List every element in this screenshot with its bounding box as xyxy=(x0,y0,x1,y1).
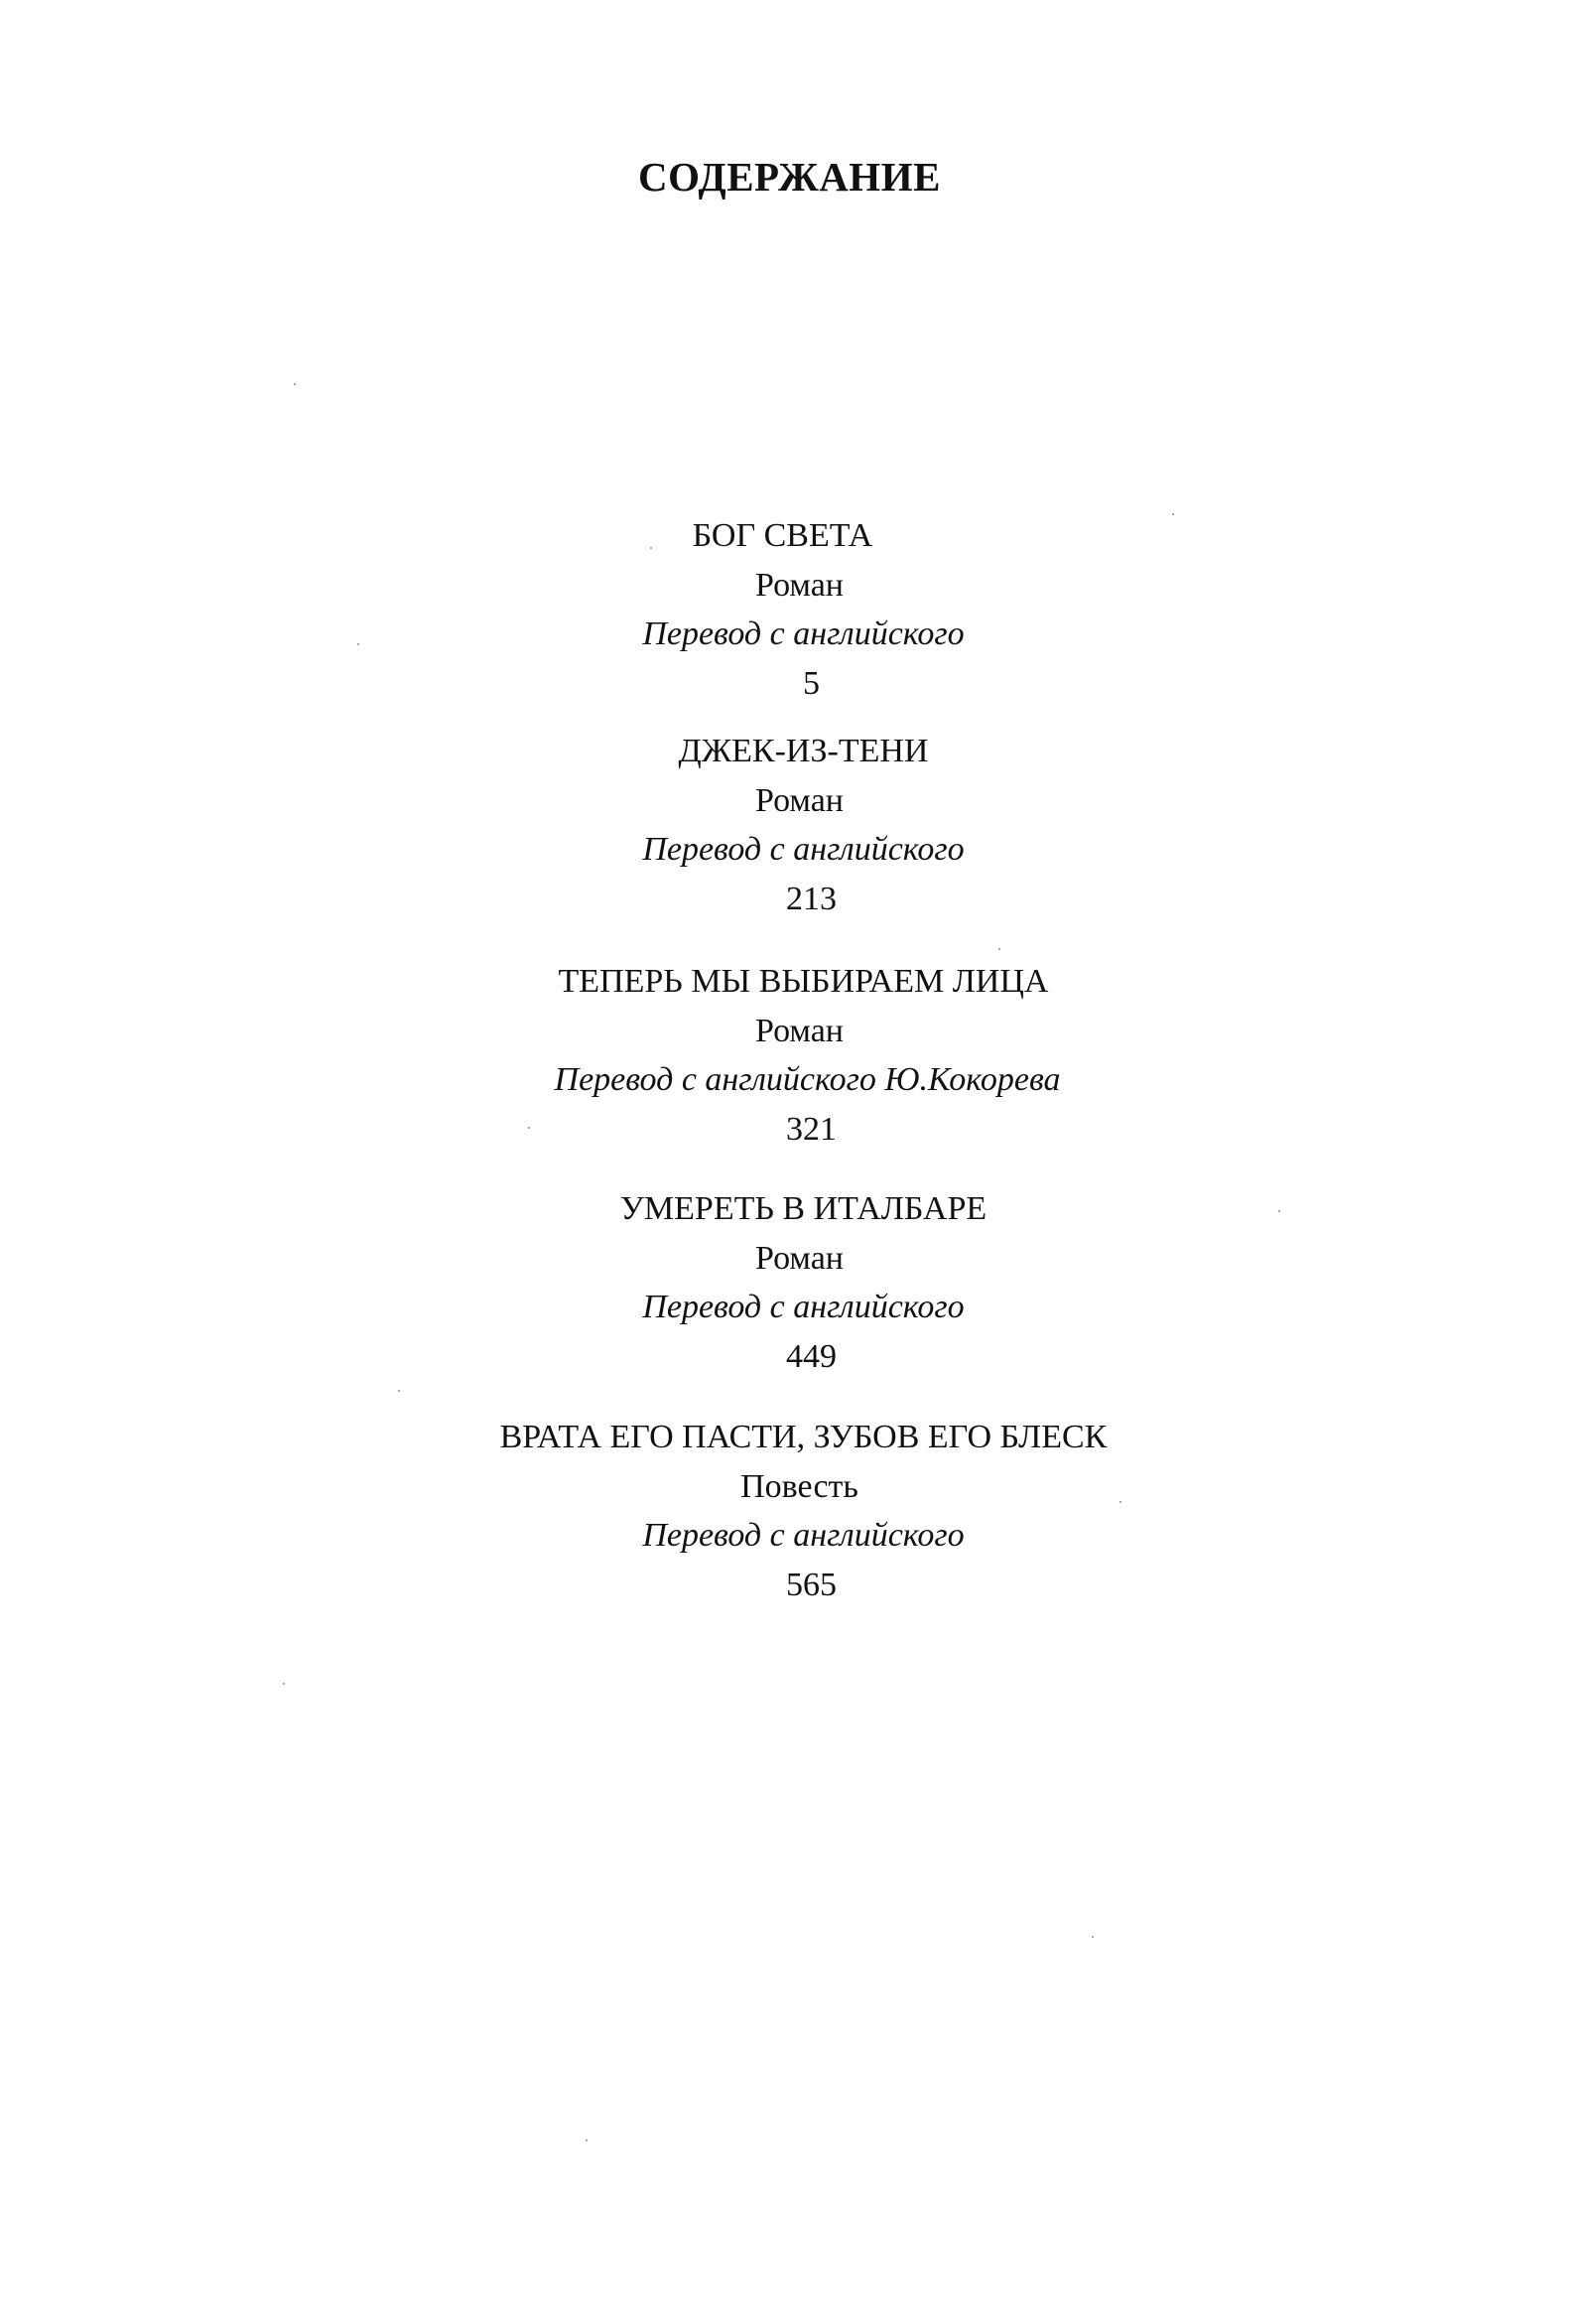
toc-entry-genre: Роман xyxy=(755,782,844,819)
scan-speck xyxy=(586,2139,588,2141)
toc-entry-page-number: 5 xyxy=(803,665,820,702)
scan-speck xyxy=(294,383,296,385)
scan-speck xyxy=(357,643,359,645)
scan-speck xyxy=(998,948,1000,950)
scan-speck xyxy=(528,1127,530,1129)
scan-speck xyxy=(398,1390,400,1392)
toc-entry-translation: Перевод с английского xyxy=(642,831,965,868)
scan-speck xyxy=(1119,1501,1121,1503)
toc-entry-title: ДЖЕК-ИЗ-ТЕНИ xyxy=(678,733,929,769)
toc-entry-title: ТЕПЕРЬ МЫ ВЫБИРАЕМ ЛИЦА xyxy=(558,963,1049,1000)
toc-entry-title: УМЕРЕТЬ В ИТАЛБАРЕ xyxy=(619,1190,987,1227)
toc-entry-translation: Перевод с английского xyxy=(642,1289,965,1325)
toc-entry-page-number: 321 xyxy=(786,1111,837,1148)
scan-speck xyxy=(1172,513,1174,515)
toc-entry-page-number: 213 xyxy=(786,881,837,917)
toc-entry-genre: Роман xyxy=(755,1240,844,1277)
page-title: СОДЕРЖАНИЕ xyxy=(638,154,941,200)
scan-speck xyxy=(650,547,652,549)
toc-entry-translation: Перевод с английского xyxy=(642,1517,965,1554)
toc-entry-title: ВРАТА ЕГО ПАСТИ, ЗУБОВ ЕГО БЛЕСК xyxy=(499,1419,1108,1455)
toc-entry-genre: Роман xyxy=(755,1013,844,1049)
toc-entry-translation: Перевод с английского Ю.Кокорева xyxy=(554,1061,1061,1098)
toc-entry-page-number: 449 xyxy=(786,1338,837,1375)
toc-entry-genre: Роман xyxy=(755,567,844,604)
toc-entry-genre: Повесть xyxy=(740,1468,858,1505)
scan-speck xyxy=(1092,1936,1094,1938)
toc-entry-title: БОГ СВЕТА xyxy=(692,517,873,554)
scan-speck xyxy=(1278,1210,1280,1212)
scan-speck xyxy=(283,1683,285,1685)
toc-entry-translation: Перевод с английского xyxy=(642,615,965,652)
toc-entry-page-number: 565 xyxy=(786,1567,837,1603)
